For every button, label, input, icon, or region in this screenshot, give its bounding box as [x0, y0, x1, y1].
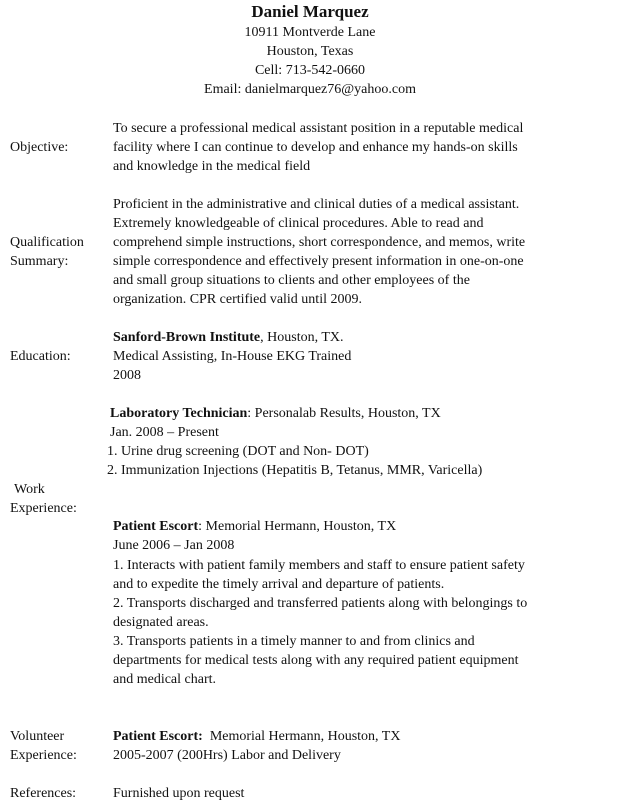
job-duty: 2. Transports discharged and transferred patients along with belongings to: [113, 596, 528, 611]
volunteer-title: Patient Escort:: [113, 729, 203, 744]
job-duty: designated areas.: [113, 615, 209, 630]
references-text: Furnished upon request: [113, 786, 245, 801]
job-duty: 3. Transports patients in a timely manner to and from clinics and: [113, 634, 475, 649]
qualification-line: simple correspondence and effectively present information in one-on-one: [113, 254, 524, 269]
job-duty: and to expedite the timely arrival and departure of patients.: [113, 577, 445, 592]
qualification-label: Summary:: [10, 254, 69, 269]
school-name: Sanford-Brown Institute: [113, 330, 261, 345]
job-dates: June 2006 – Jan 2008: [113, 538, 235, 553]
objective-line: To secure a professional medical assistant position in a reputable medical: [113, 121, 524, 136]
qualification-line: comprehend simple instructions, short correspondence, and memos, write: [113, 235, 526, 250]
phone-line: Cell: 713-542-0660: [254, 63, 366, 78]
education-year: 2008: [113, 368, 141, 383]
job-duty: departments for medical tests along with any required patient equipment: [113, 653, 519, 668]
objective-line: facility where I can continue to develop and enhance my hands-on skills: [113, 140, 518, 155]
work-label: Experience:: [10, 501, 77, 516]
volunteer-detail: 2005-2007 (200Hrs) Labor and Delivery: [113, 748, 341, 763]
job-employer: : Memorial Hermann, Houston, TX: [198, 519, 397, 534]
volunteer-label: Experience:: [10, 748, 77, 763]
qualification-line: Extremely knowledgeable of clinical procedures. Able to read and: [113, 216, 484, 231]
education-school-line: [113, 328, 344, 347]
job-title: Patient Escort: [113, 519, 199, 534]
job-dates: Jan. 2008 – Present: [110, 425, 219, 440]
address-line: 10911 Montverde Lane: [244, 25, 376, 40]
job-duty: 1. Urine drug screening (DOT and Non- DOT): [107, 444, 369, 459]
qualification-label: Qualification: [10, 235, 84, 250]
references-label: References:: [10, 786, 77, 801]
email-line: Email: danielmarquez76@yahoo.com: [204, 82, 416, 97]
objective-label: Objective:: [10, 140, 69, 155]
school-location: , Houston, TX.: [260, 330, 344, 345]
job-duty: 1. Interacts with patient family members and staff to ensure patient safety: [113, 558, 525, 573]
work-label: Work: [14, 482, 45, 497]
qualification-line: Proficient in the administrative and clinical duties of a medical assistant.: [113, 197, 520, 212]
volunteer-label: Volunteer: [10, 729, 65, 744]
job-duty: 2. Immunization Injections (Hepatitis B, Tetanus, MMR, Varicella): [107, 463, 483, 478]
education-label: Education:: [10, 349, 71, 364]
city-line: Houston, Texas: [266, 44, 354, 59]
volunteer-header: [113, 727, 400, 746]
volunteer-employer: Memorial Hermann, Houston, TX: [202, 729, 401, 744]
objective-line: and knowledge in the medical field: [113, 159, 311, 174]
job-employer: : Personalab Results, Houston, TX: [247, 406, 441, 421]
qualification-line: organization. CPR certified valid until 2009.: [113, 292, 362, 307]
job-title: Laboratory Technician: [110, 406, 248, 421]
job-header: [113, 517, 396, 536]
qualification-line: and small group situations to clients and other employees of the: [113, 273, 470, 288]
job-duty: and medical chart.: [113, 672, 217, 687]
resume-name: Daniel Marquez: [251, 2, 369, 21]
job-header: [110, 404, 441, 423]
education-program: Medical Assisting, In-House EKG Trained: [113, 349, 352, 364]
